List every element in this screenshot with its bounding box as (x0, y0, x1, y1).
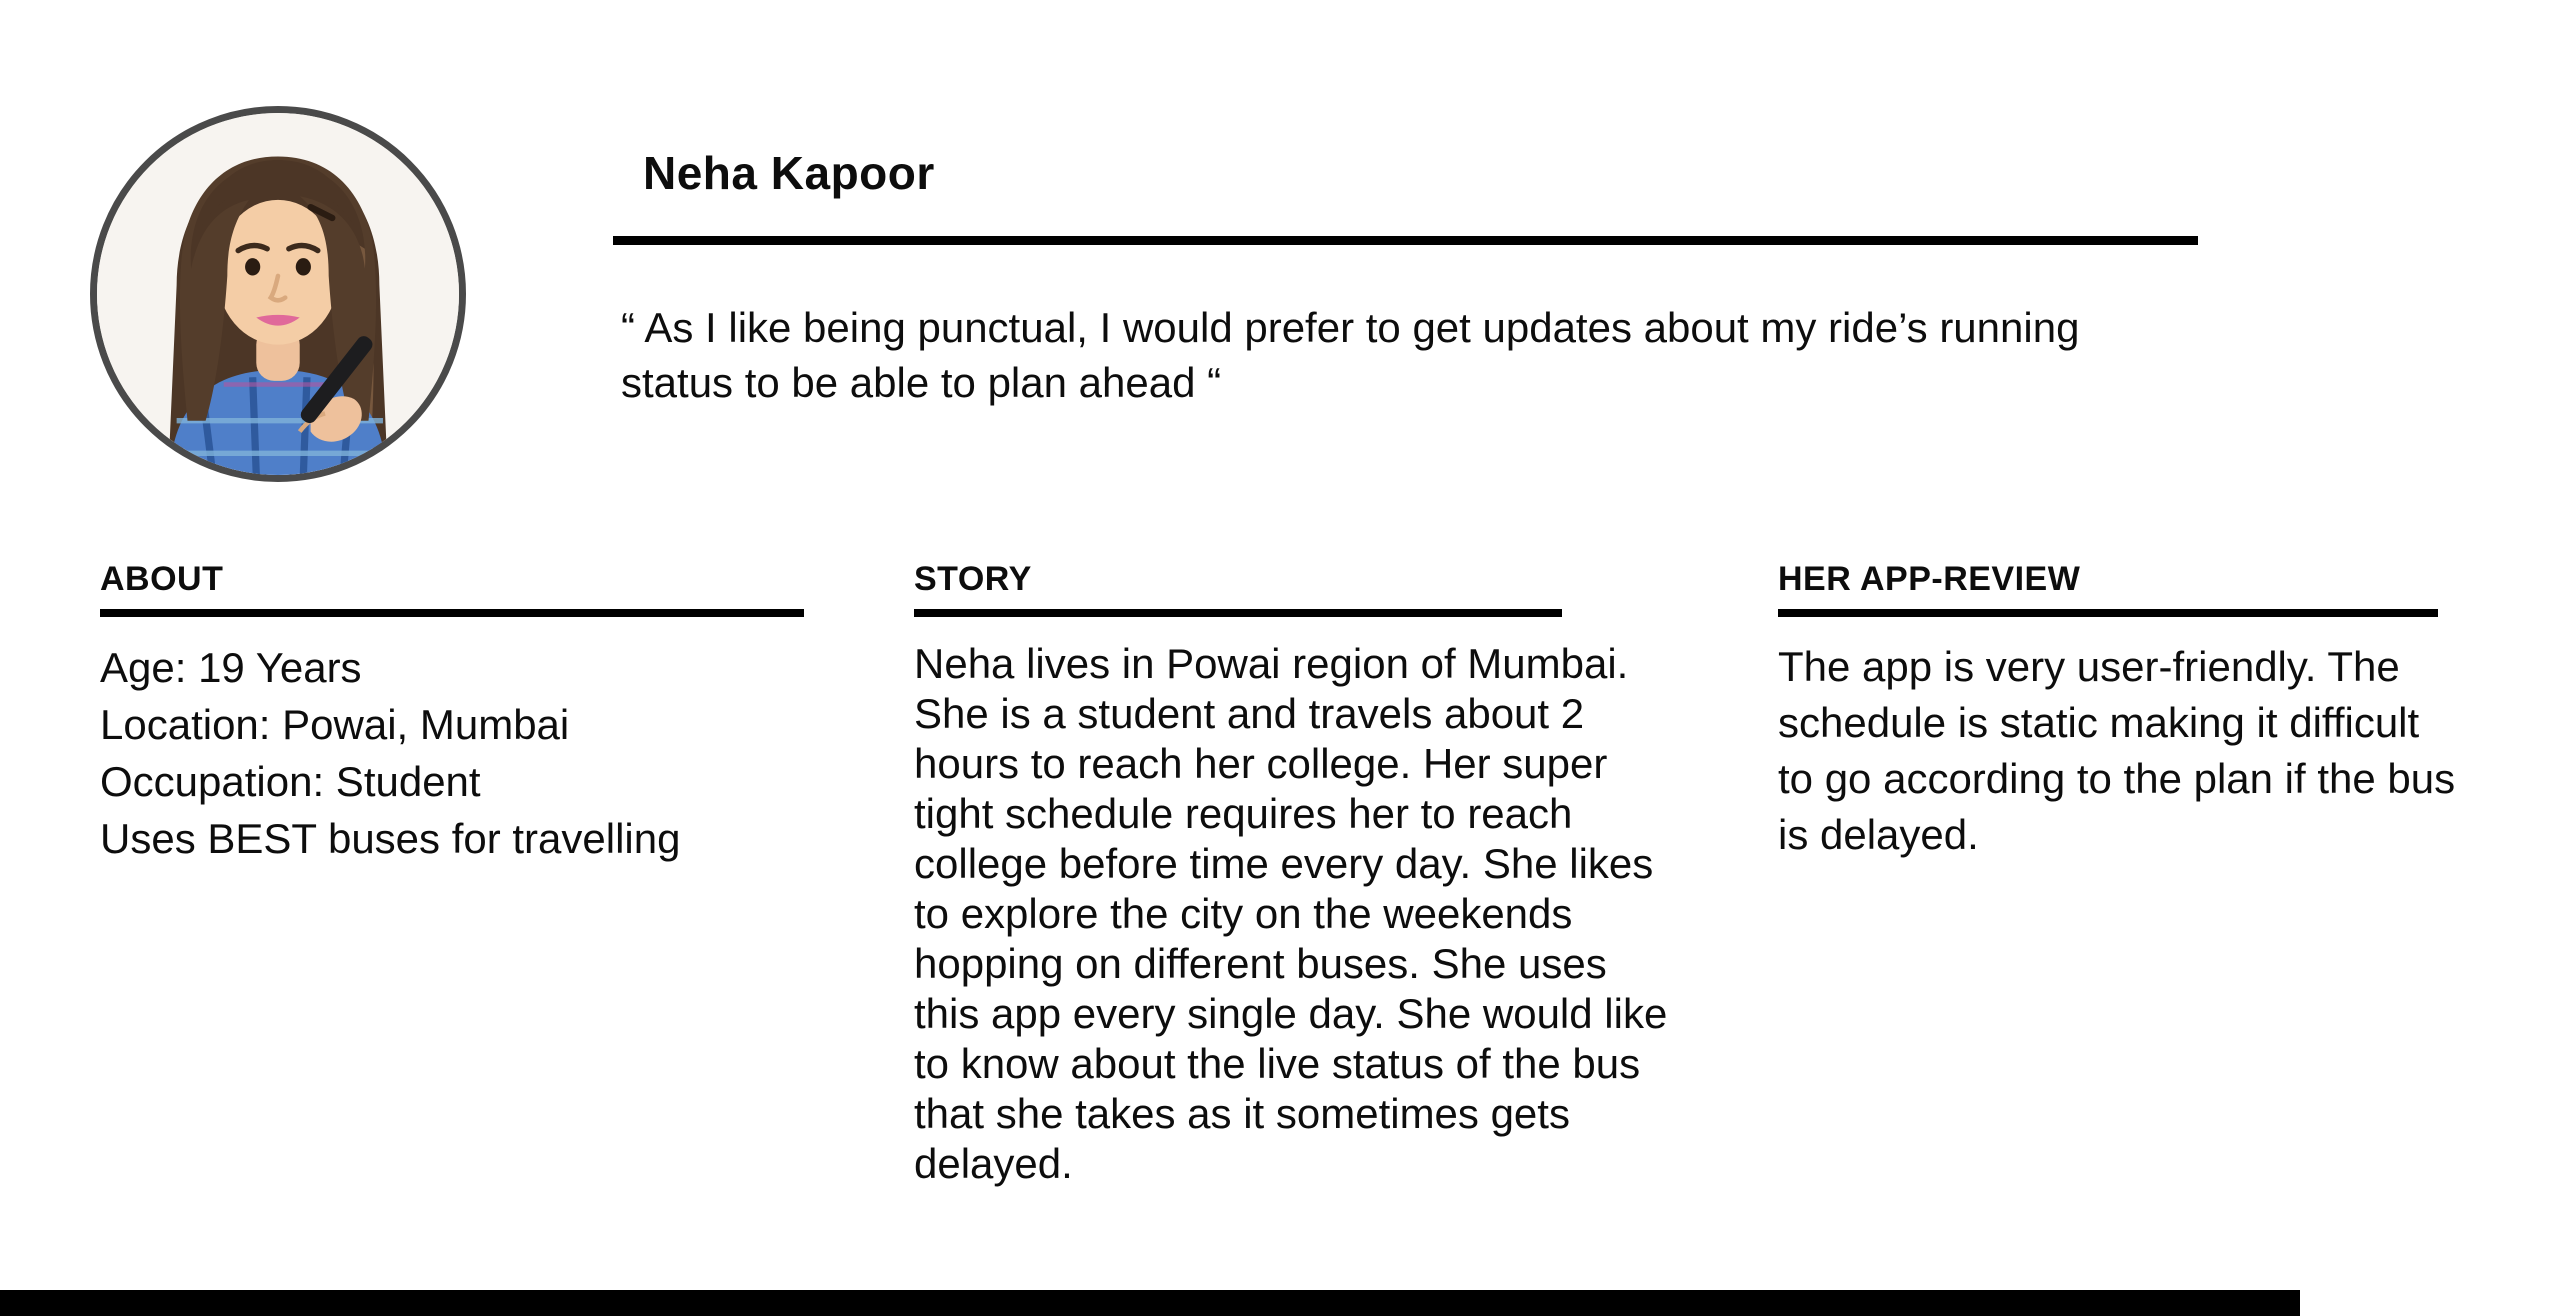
about-line: Occupation: Student (100, 758, 481, 805)
avatar (90, 106, 466, 482)
section-app-review (1778, 560, 2458, 863)
app-review-title: HER APP-REVIEW (1778, 560, 2081, 598)
about-line: Uses BEST buses for travelling (100, 815, 681, 862)
story-title: STORY (914, 560, 1032, 598)
about-line: Location: Powai, Mumbai (100, 701, 570, 748)
about-lines (100, 639, 804, 867)
app-review-underline-rule (1778, 609, 2438, 617)
about-title: ABOUT (100, 560, 224, 598)
story-underline-rule (914, 609, 1562, 617)
persona-quote: “ As I like being punctual, I would prefer to get updates about my ride’s running status to be able to plan ahead “ (621, 304, 2080, 406)
persona-name: Neha Kapoor (643, 147, 935, 199)
app-review-body: The app is very user-friendly. The schedule is static making it difficult to go according to the plan if the bus is delayed. (1778, 643, 2456, 858)
avatar-portrait-illustration (97, 113, 459, 475)
section-story (914, 560, 1674, 1189)
footer-accent-bar (0, 1290, 2300, 1316)
about-line: Age: 19 Years (100, 644, 362, 691)
section-about (100, 560, 804, 867)
name-underline-rule (613, 236, 2198, 245)
about-underline-rule (100, 609, 804, 617)
story-body: Neha lives in Powai region of Mumbai. She is a student and travels about 2 hours to reach her college. Her super tight schedule requires her to reach college before time every day. She likes to explore the city on the weekends hopping on different buses. She uses this app every single day. She would like to know about the live status of the bus that she takes as it sometimes gets delayed. (914, 640, 1668, 1187)
